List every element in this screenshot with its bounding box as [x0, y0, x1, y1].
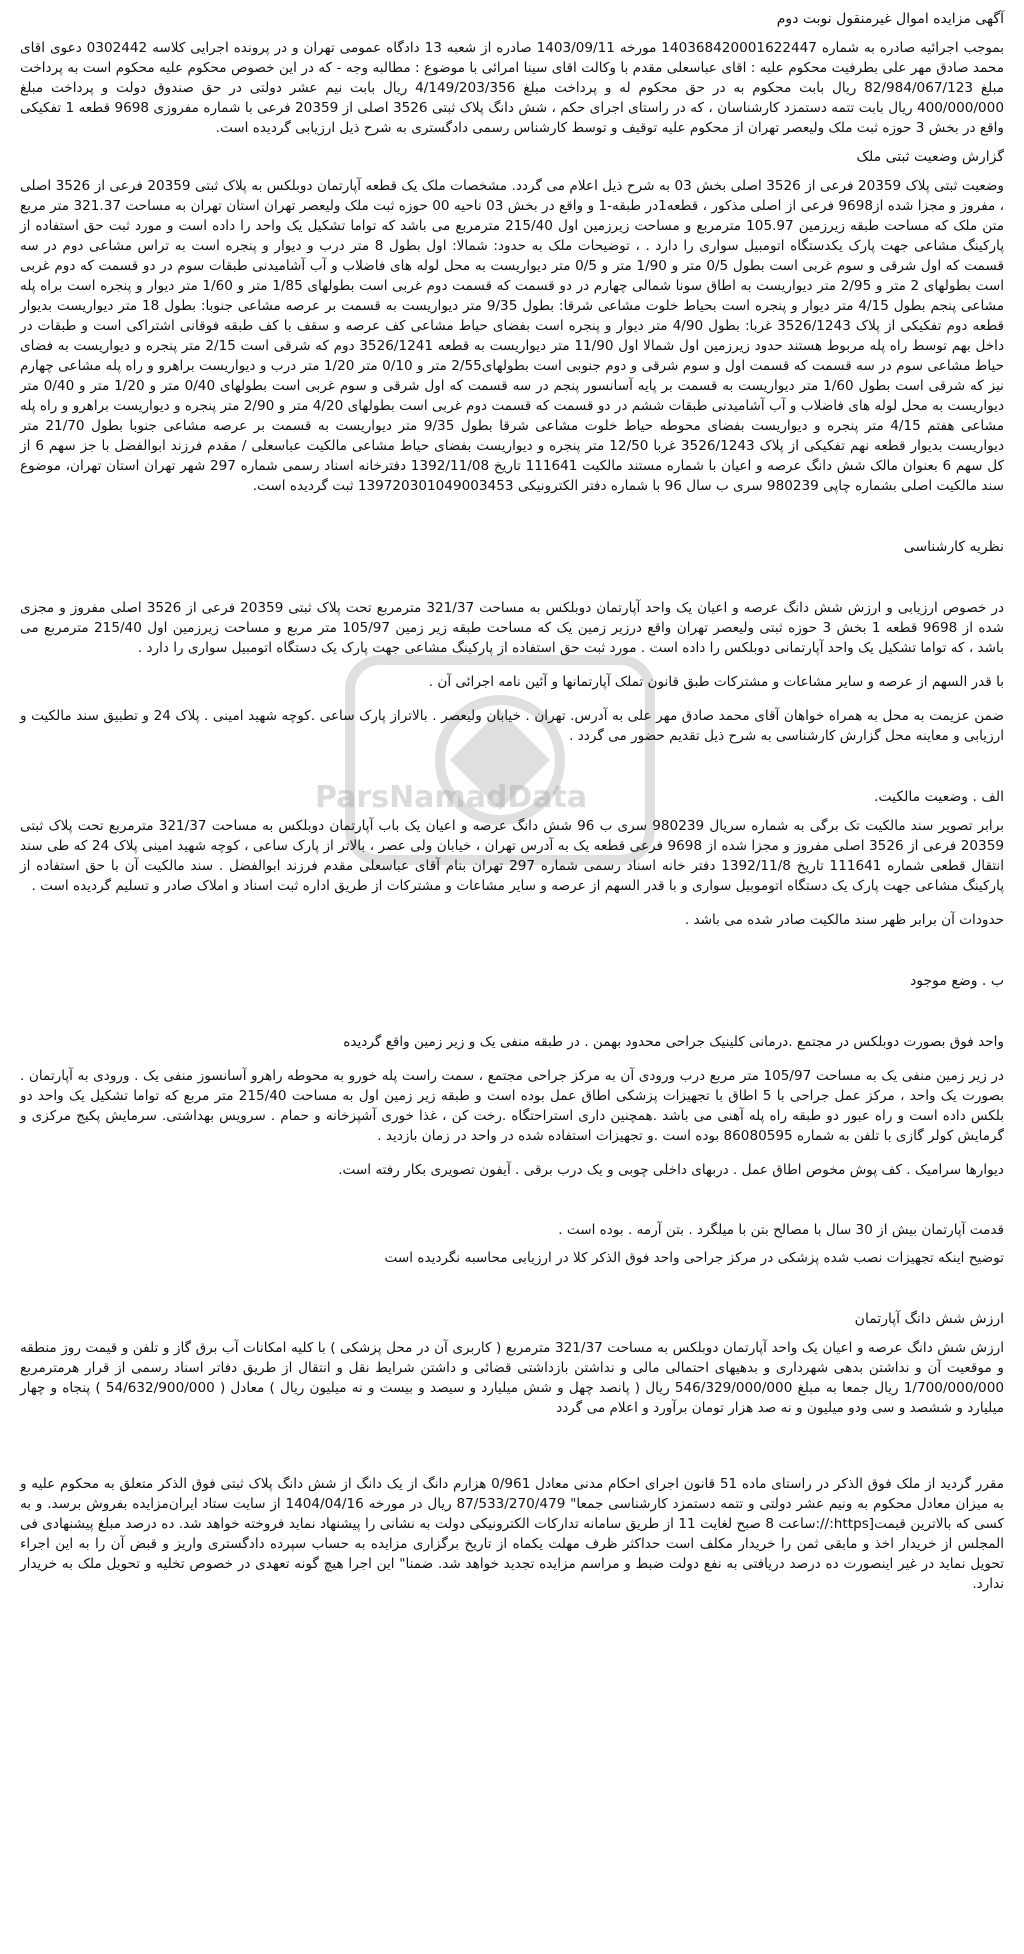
- expert-text-2: با قدر السهم از عرصه و سایر مشاعات و مشترکات طبق قانون تملک آپارتمانها و آئین نامه اجرائی آن .: [428, 674, 1004, 690]
- ownership-heading: الف . وضعیت مالکیت.: [873, 789, 1004, 805]
- registry-text: وضعیت ثبتی پلاک 20359 فرعی از 3526 اصلی بخش 03 به شرح ذیل اعلام می گردد. مشخصات ملک یک قطعه آپارتمان دوبلکس به پلاک ثبتی 20359 فرعی از 3526 اصلی ، مفروز و مجزا شده از9698 فرعی از اصلی مذکور ، قطعه1در طبقه-1 و واقع در بخش 03 ناحیه 00 حوزه ثبت ملک ولیعصر تهران استان تهران به مساحت 321.37 متر مربع متن ملک که مساحت طبقه زیرزمین 105.97 مترمربع و مساحت زیرزمین اول 215/40 مترمربع می باشد که تواما تشکیل یک واحد را داده است و مورد ثبت حق استفاده از پارکینگ مشاعی جهت پارک یکدستگاه اتومبیل سواری را دارد . ، توضیحات ملک به حدود: شمالا: اول بطول 8 متر درب و دیوار و پنجره است به تراس مشاعی دوم در سه قسمت که اول شرقی و سوم غربی است بطول 0/5 متر و 1/90 متر و 0/5 متر دیواریست به محل لوله های فاضلاب و آب آشامیدنی طبقات سوم در دو قسمت که دوم غربی است بطولهای 2 متر و 2/95 متر دیواریست به اطاق سونا شمالی چهارم در دو قسمت که قسمت دوم غربی است بطولهای 1/85 متر و 1/60 متر دیوار و پنجره است براه پله مشاعی پنجم بطول 4/15 متر دیوار و پنجره است بحیاط خلوت مشاعی شرقا: بطول 9/35 متر دیواریست به قسمت بر عرصه مشاعی جنوبا: بطول 18 متر دیواریست بدیوار قطعه دوم تفکیکی از پلاک 3526/1243 غربا: بطول 4/90 متر دیوار و پنجره است بفضای حیاط مشاعی کف عرصه و سقف با کف طبقه فوقانی اشتراکی است و طبقات در داخل بهم توسط راه پله مربوط هستند حدود زیرزمین اول شمالا اول 11/90 متر دیواریست به قطعه 3526/1241 دوم که شرقی است 2/15 متر پنجره و دیواریست به فضای حیاط مشاعی سوم در سه قسمت که قسمت اول و سوم شرقی و دوم جنوبی است بطولهای2/55 متر و 0/10 متر 1/20 متر درب و دیواریست براهرو و راه پله مشاعی چهارم نیز که شرقی است بطول 1/60 متر دیواریست به قسمت بر پایه آسانسور پنجم در سه قسمت که اول شرقی و سوم غربی است بطولهای 0/40 متر و 1/20 متر و 0/40 متر دیواریست به محل لوله های فاضلاب و آب آشامیدنی طبقات ششم در دو قسمت که قسمت دوم غربی است بطولهای 4/20 متر و 2/90 متر پنجره و دیواریست براهرو و راه پله مشاعی هفتم 4/15 متر پنجره و دیواریست بفضای محوطه حیاط خلوت مشاعی شرقا بطول 9/35 متر دیواریست به قسمت بر عرصه مشاعی جنوبا بطول 21/70 متر دیواریست بدیوار قطعه نهم تفکیکی از پلاک 3526/1243 غربا 12/50 متر پنجره و دیواریست بفضای حیاط مشاعی مالکیت عباسعلی / مقدم فرزند ابوالفضل با جز سهم 6 از کل سهم 6 بعنوان مالک شش دانگ عرصه و اعیان با شماره مستند مالکیت 111641 تاریخ 1392/11/08 دفترخانه اسناد رسمی شماره 297 شهر تهران استان تهران، موضوع سند مالکیت اصلی بشماره چاپی 980239 سری ب سال 96 با شماره دفتر الکترونیکی 139720301049003453 ثبت گردیده است.: [20, 178, 1005, 494]
- status-text-3: دیوارها سرامیک . کف پوش مخوص اطاق عمل . دربهای داخلی چوبی و یک درب برقی . آیفون تصویری بکار رفته است.: [338, 1162, 1004, 1178]
- status-text-1: واحد فوق بصورت دوبلکس در مجتمع .درمانی کلینیک جراحی محدود بهمن . در طبقه منفی یک و زیر زمین واقع گردیده: [343, 1034, 1004, 1050]
- value-heading: ارزش شش دانگ آپارتمان: [854, 1311, 1004, 1327]
- ownership-text: برابر تصویر سند مالکیت تک برگی به شماره سریال 980239 سری ب 96 شش دانگ عرصه و اعیان یک باب آپارتمان دوبلکس به مساحت 321/37 مترمربع تحت پلاک ثبتی 20359 فرعی از 3526 اصلی مفروز و مجزا شده از 9698 فرعی قطعه یک به آدرس تهران ، خیابان ولی عصر ، بالاتر از پارک ساعی ، کوچه شهید امینی پلاک 24 که طی سند انتقال قطعی شماره 111641 تاریخ 1392/11/8 دفتر خانه اسناد رسمی شماره 297 تهران بنام آقای عباسعلی مقدم فرزند ابوالفضل . سند مالکیت آن با حق استفاده از پارکینگ مشاعی جهت پارک یک دستگاه اتوموبیل سواری و با قدر السهم از عرصه و سایر مشاعات و مشترکات از طریق اداره ثبت اسناد و املاک صادر و تسلیم گردیده است .: [20, 818, 1004, 894]
- registry-heading: گزارش وضعیت ثبتی ملک: [856, 149, 1004, 165]
- notice-title: آگهی مزایده اموال غیرمنقول نوبت دوم: [776, 11, 1004, 27]
- expert-text-3: ضمن عزیمت به محل به همراه خواهان آقای محمد صادق مهر علی به آدرس. تهران . خیابان ولیعصر . بالاتراز پارک ساعی .کوچه شهید امینی . پلاک 24 و تطبیق سند مالکیت و ارزیابی و معاینه محل گزارش کارشناسی به شرح ذیل تقدیم حضور می گردد .: [20, 708, 1004, 744]
- equipment-note: توضیح اینکه تجهیزات نصب شده پزشکی در مرکز جراحی واحد فوق الذکر کلا در ارزیابی محاسبه نگردیده است: [384, 1250, 1004, 1266]
- status-heading: ب . وضع موجود: [910, 973, 1004, 989]
- notice-intro: بموجب اجرائیه صادره به شماره 140368420001622447 مورخه 1403/09/11 صادره از شعبه 13 دادگاه عمومی تهران و در پرونده اجرایی کلاسه 0302442 دعوی اقای محمد صادق مهر علی بطرفیت محکوم علیه : اقای عباسعلی مقدم با وکالت اقای سینا امرائی با موضوع : مطالبه وجه - که در این خصوص محکوم علیه محکوم است به پرداخت مبلغ 82/984/067/123 ریال بابت محکوم به در حق محکوم له و پرداخت مبلغ 4/149/203/356 ریال بابت نیم عشر دولتی در حق صندوق دولت و پرداخت مبلغ 400/000/000 ریال بابت تتمه دستمزد کارشناسان ، که در راستای اجرای حکم ، شش دانگ پلاک ثبتی 3526 اصلی از 20359 فرعی با شماره مفروزی 9698 قطعه 1 تفکیکی واقع در بخش 3 حوزه ثبت ملک ولیعصر تهران از محکوم علیه توقیف و توسط کارشناس رسمی دادگستری به شرح ذیل ارزیابی گردیده است.: [20, 40, 1005, 136]
- status-text-2: در زیر زمین منفی یک به مساحت 105/97 متر مربع درب ورودی آن به مرکز جراحی مجتمع ، سمت راست پله خورو به محوطه راهرو آسانسوز منفی یک . ورودی به آپارتمان . بصورت یک واحد ، مرکز عمل جراحی با 5 اطاق با تجهیزات پزشکی اطاق عمل بوده است و طبقه زیر زمین اول به مساحت 215/40 متر مربع که تواما تشکیل یک واحد دو بلکس داده است و راه عبور دو طبقه راه پله آهنی می باشد .همچنین داری استراحتگاه .رخت کن ، غذا خوری آشپزخانه و حمام . سرویس بهداشتی. سرمایش پکیج مرکزی و گرمایش کولر گازی با تلفن به شماره 86080595 بوده است .و تجهیزات استفاده شده در واحد در زمان بازدید .: [20, 1068, 1005, 1144]
- expert-heading: نظریه کارشناسی: [903, 539, 1004, 555]
- watermark-text: ParsNamadData: [315, 780, 588, 815]
- boundaries-text: حدودات آن برابر ظهر سند مالکیت صادر شده می باشد .: [684, 912, 1004, 928]
- value-text: ارزش شش دانگ عرصه و اعیان یک واحد آپارتمان دوبلکس به مساحت 321/37 مترمربع ( کاربری آن در محل پزشکی ) با کلیه امکانات آب برق گاز و تلفن و قیمت روز منطقه و موقعیت آن و نداشتن بدهی شهرداری و بدهیهای احتمالی مالی و نداشتن بازداشتی قضائی و داشتن شرایط نقل و انتقال از طریق دفاتر اسناد رسمی از قرار هرمترمربع 1/700/000/000 ریال جمعا به مبلغ 546/329/000/000 ریال ( پانصد چهل و شش میلیارد و سیصد و بیست و نه میلیون ریال ) معادل ( 54/632/900/000 ) پنجاه و چهار میلیارد و ششصد و سی ودو میلیون و نه صد هزار تومان برآورد و اعلام می گردد: [20, 1340, 1004, 1416]
- final-text: مقرر گردید از ملک فوق الذکر در راستای ماده 51 قانون اجرای احکام مدنی معادل 0/961 هزارم دانگ از یک دانگ از شش دانگ پلاک ثبتی فوق الذکر متعلق به محکوم علیه و به میزان معادل محکوم به ونیم عشر دولتی و تتمه دستمزد کارشناسی جمعا" 87/533/270/479 ریال در مورخه 1404/04/16 از سایت ستاد ایران‌مزایده بفروش برسد. و به کسی که بالاترین قیمت[https://:ساعت 8 صبح لغایت 11 از طریق سامانه تدارکات الکترونیکی دولت به نشانی را پیشنهاد نماید فروخته خواهد شد. ده درصد مبلغ پیشنهادی فی المجلس از خریدار اخذ و مابقی ثمن را خریدار مکلف است حداکثر ظرف مهلت یکماه از تاریخ برگزاری مزایده به حساب سپرده دادگستری واریز و قبض آن را به این اجراء تحویل نماید در غیر اینصورت ده درصد دریافتی به نفع دولت ضبط و مراسم مزایده تجدید خواهد شد. ضمنا" این اجرا هیچ گونه تعهدی در خصوص تخلیه و تحویل ملک به خریدار ندارد.: [20, 1476, 1005, 1592]
- expert-text-1: در خصوص ارزیابی و ارزش شش دانگ عرصه و اعیان یک واحد آپارتمان دوبلکس به مساحت 321/37 مترمربع تحت پلاک ثبتی 20359 فرعی از 3526 اصلی مفروز و مجزی شده از 9698 قطعه 1 بخش 3 حوزه ثبتی ولیعصر تهران واقع درزیر زمین یک که مساحت طبقه زیر زمین 105/97 متر مربع و مساحت زیرزمین اول 215/40 مترمربع می باشد ، که تواما تشکیل یک واحد آپارتمانی دوبلکس را داده است . مورد ثبت حق استفاده از پارکینگ مشاعی جهت پارک یک دستگاه اتومبیل سواری را دارد .: [20, 600, 1005, 656]
- auction-notice: [20, 8, 1004, 1946]
- age-text: قدمت آپارتمان بیش از 30 سال با مصالح بتن با میلگرد . بتن آرمه . بوده است .: [558, 1222, 1004, 1238]
